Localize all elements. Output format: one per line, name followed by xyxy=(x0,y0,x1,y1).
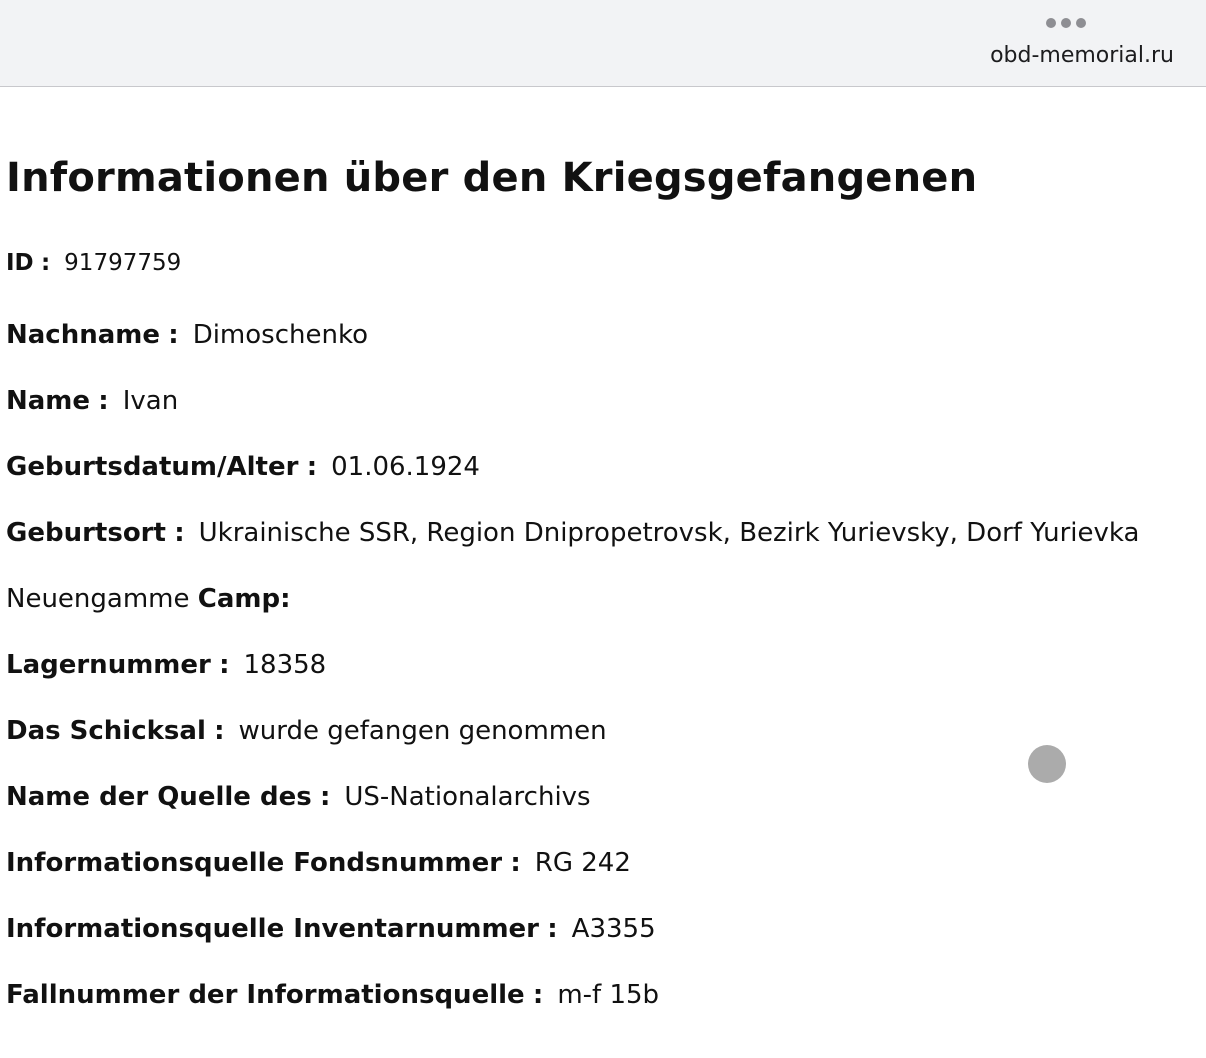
field-row-fate xyxy=(6,716,1196,782)
field-label: Informationsquelle Fondsnummer xyxy=(6,848,503,878)
field-label: Name der Quelle des xyxy=(6,782,312,812)
separator: : xyxy=(168,320,179,350)
id-label: ID xyxy=(6,250,34,276)
field-value: m-f 15b xyxy=(557,980,660,1010)
separator: : xyxy=(219,650,230,680)
field-value: 01.06.1924 xyxy=(331,452,480,482)
field-value: A3355 xyxy=(571,914,656,944)
dot xyxy=(1061,18,1071,28)
separator: : xyxy=(40,250,51,276)
field-value: Ukrainische SSR, Region Dnipropetrovsk, Bezirk Yurievsky, Dorf Yurievka xyxy=(198,518,1140,548)
field-label: Nachname xyxy=(6,320,161,350)
field-label: Geburtsort xyxy=(6,518,166,548)
dot xyxy=(1046,18,1056,28)
field-row-camp xyxy=(6,584,1196,650)
main-content xyxy=(6,148,1196,1046)
assistive-touch-button[interactable] xyxy=(1028,745,1066,783)
id-row xyxy=(6,248,1196,278)
field-value: Ivan xyxy=(122,386,179,416)
separator: : xyxy=(319,782,331,812)
separator: : xyxy=(214,716,225,746)
id-value: 91797759 xyxy=(64,250,182,276)
ellipsis-icon[interactable] xyxy=(1046,18,1086,28)
separator: : xyxy=(306,452,318,482)
field-row-birthdate xyxy=(6,452,1196,518)
separator: : xyxy=(510,848,521,878)
field-label: Name xyxy=(6,386,91,416)
field-row-camp-number xyxy=(6,650,1196,716)
field-label: Informationsquelle Inventarnummer xyxy=(6,914,539,944)
field-value: RG 242 xyxy=(534,848,631,878)
separator: : xyxy=(547,914,558,944)
separator: : xyxy=(98,386,109,416)
field-row-inventory-number xyxy=(6,914,1196,980)
field-row-source-name xyxy=(6,782,1196,848)
url-domain[interactable]: obd-memorial.ru xyxy=(990,43,1174,68)
record-fields xyxy=(6,320,1196,1046)
field-value: 18358 xyxy=(243,650,327,680)
field-row-name xyxy=(6,386,1196,452)
separator: : xyxy=(174,518,185,548)
field-value: wurde gefangen genommen xyxy=(238,716,607,746)
dot xyxy=(1076,18,1086,28)
browser-toolbar xyxy=(0,0,1206,87)
field-row-surname xyxy=(6,320,1196,386)
field-row-case-number xyxy=(6,980,1196,1046)
separator: : xyxy=(532,980,544,1010)
field-row-fund-number xyxy=(6,848,1196,914)
camp-value: Neuengamme xyxy=(6,584,190,614)
field-value: US-Nationalarchivs xyxy=(344,782,591,812)
field-row-birthplace xyxy=(6,518,1196,584)
field-label: Geburtsdatum/Alter xyxy=(6,452,299,482)
field-label: Das Schicksal xyxy=(6,716,206,746)
page-title: Informationen über den Kriegsgefangenen xyxy=(6,155,978,201)
camp-label: Camp: xyxy=(197,584,291,614)
field-label: Fallnummer der Informationsquelle xyxy=(6,980,525,1010)
field-value: Dimoschenko xyxy=(192,320,368,350)
field-label: Lagernummer xyxy=(6,650,211,680)
